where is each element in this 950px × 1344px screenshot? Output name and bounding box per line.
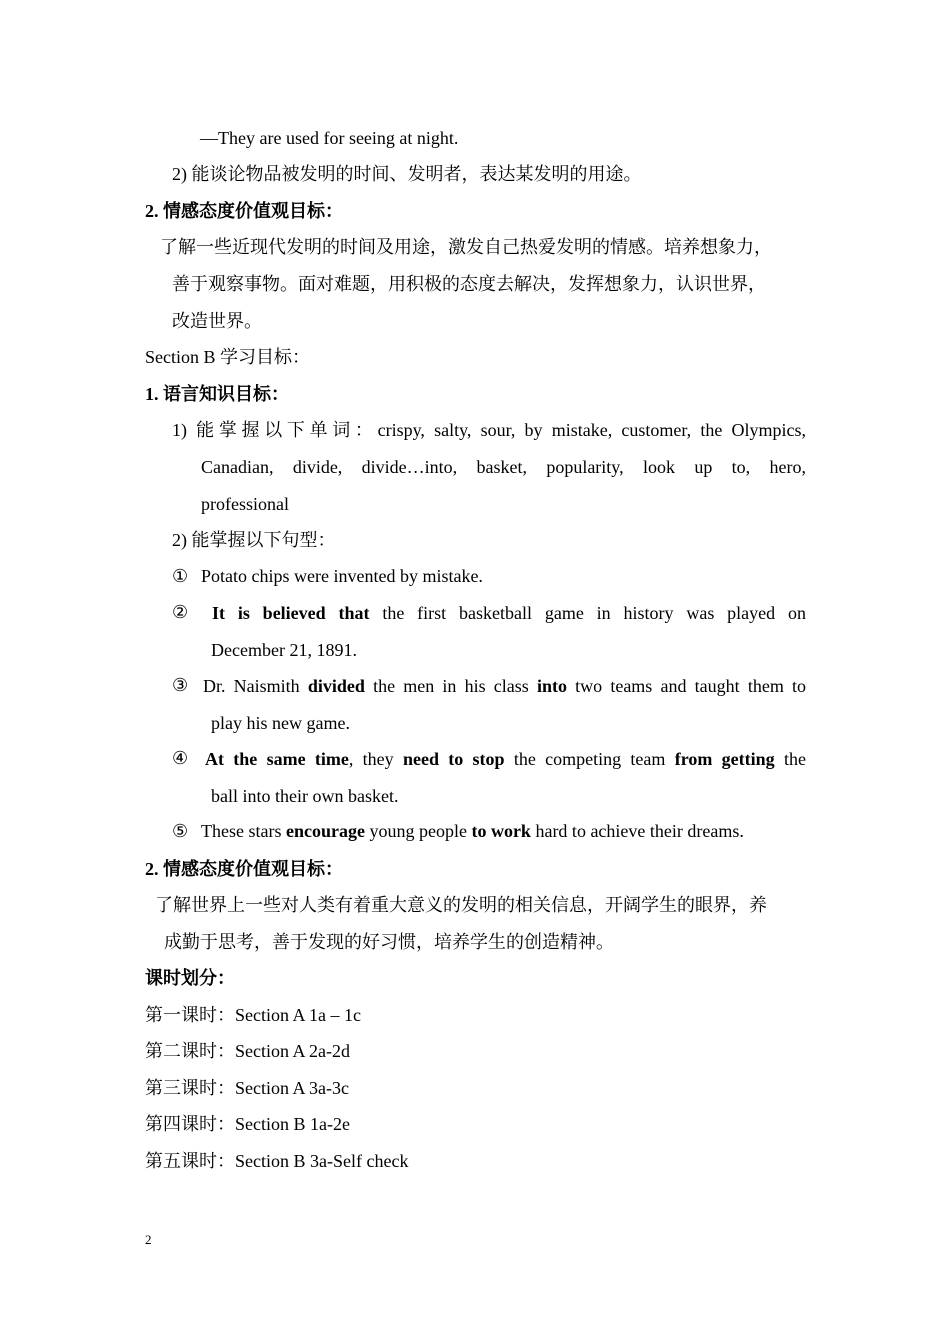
sentence-4-number: ④ xyxy=(172,748,189,768)
lesson-item: 第四课时：Section B 1a-2e xyxy=(145,1114,350,1134)
s4-b: , they xyxy=(348,749,403,769)
sentence-2-number: ② xyxy=(172,602,189,622)
sentence-1-number: ① xyxy=(172,566,189,586)
emotion-goal-line-2: 善于观察事物。面对难题，用积极的态度去解决，发挥想象力，认识世界， xyxy=(172,274,766,294)
emotion-goal-line-3: 改造世界。 xyxy=(172,311,262,331)
sentence-2-rest: the first basketball game in history was played on xyxy=(369,603,806,623)
answer-line: —They are used for seeing at night. xyxy=(200,128,459,148)
sentence-5-number: ⑤ xyxy=(172,821,189,841)
emotion-goal-2-line-2: 成勤于思考，善于发现的好习惯，培养学生的创造精神。 xyxy=(164,932,614,952)
sentence-3-number: ③ xyxy=(172,675,189,695)
s5-a: These stars xyxy=(201,821,286,841)
s4-f: the xyxy=(774,749,806,769)
sentence-2-bold: It is believed that xyxy=(212,603,370,623)
lesson-item: 第五课时：Section B 3a-Self check xyxy=(145,1151,409,1171)
sentence-4-line-1 xyxy=(205,748,806,770)
lesson-item: 第一课时：Section A 1a – 1c xyxy=(145,1005,361,1025)
s5-d: to work xyxy=(471,821,531,841)
s5-e: hard to achieve their dreams. xyxy=(530,821,744,841)
s5-c: young people xyxy=(364,821,472,841)
s4-e: from getting xyxy=(674,749,775,769)
sentence-1-text: Potato chips were invented by mistake. xyxy=(201,566,483,586)
sentence-5-line xyxy=(201,821,744,842)
s3-c: the men in his class xyxy=(364,676,537,696)
emotion-goal-heading: 2. 情感态度价值观目标： xyxy=(145,201,343,221)
s4-a: At the same time xyxy=(205,749,349,769)
s3-d: into xyxy=(536,676,567,696)
lesson-item: 第二课时：Section A 2a-2d xyxy=(145,1041,350,1061)
sentences-label: 2) 能掌握以下句型： xyxy=(172,530,336,550)
s3-e: two teams and taught them to xyxy=(566,676,806,696)
language-goal-heading: 1. 语言知识目标： xyxy=(145,384,289,404)
s4-d: the competing team xyxy=(504,749,675,769)
sentence-3-line-2: play his new game. xyxy=(211,713,350,733)
sentence-4-line-2: ball into their own basket. xyxy=(211,786,399,806)
s4-c: need to stop xyxy=(402,749,505,769)
s5-b: encourage xyxy=(285,821,365,841)
lessons-heading: 课时划分： xyxy=(145,968,235,988)
section-b-heading: Section B 学习目标： xyxy=(145,347,310,367)
s3-a: Dr. Naismith xyxy=(203,676,308,696)
page-number: 2 xyxy=(145,1232,152,1247)
vocab-line-2: Canadian, divide, divide…into, basket, popularity, look up to, hero, xyxy=(201,457,806,477)
emotion-goal-2-line-1: 了解世界上一些对人类有着重大意义的发明的相关信息，开阔学生的眼界，养 xyxy=(155,895,767,915)
sentence-3-line-1 xyxy=(203,675,806,697)
s3-b: divided xyxy=(307,676,365,696)
vocab-line-3: professional xyxy=(201,494,289,514)
vocab-line-1: 1) 能掌握以下单词：crispy, salty, sour, by mistake, customer, the Olympics, xyxy=(172,420,806,440)
sentence-2-line-1 xyxy=(212,602,806,624)
emotion-goal-line-1: 了解一些近现代发明的时间及用途，激发自己热爱发明的情感。培养想象力， xyxy=(160,237,772,257)
lesson-item: 第三课时：Section A 3a-3c xyxy=(145,1078,349,1098)
sentence-2-line-2: December 21, 1891. xyxy=(211,640,357,660)
emotion-goal-heading-2: 2. 情感态度价值观目标： xyxy=(145,859,343,879)
goal-item-2: 2) 能谈论物品被发明的时间、发明者，表达某发明的用途。 xyxy=(172,164,642,184)
